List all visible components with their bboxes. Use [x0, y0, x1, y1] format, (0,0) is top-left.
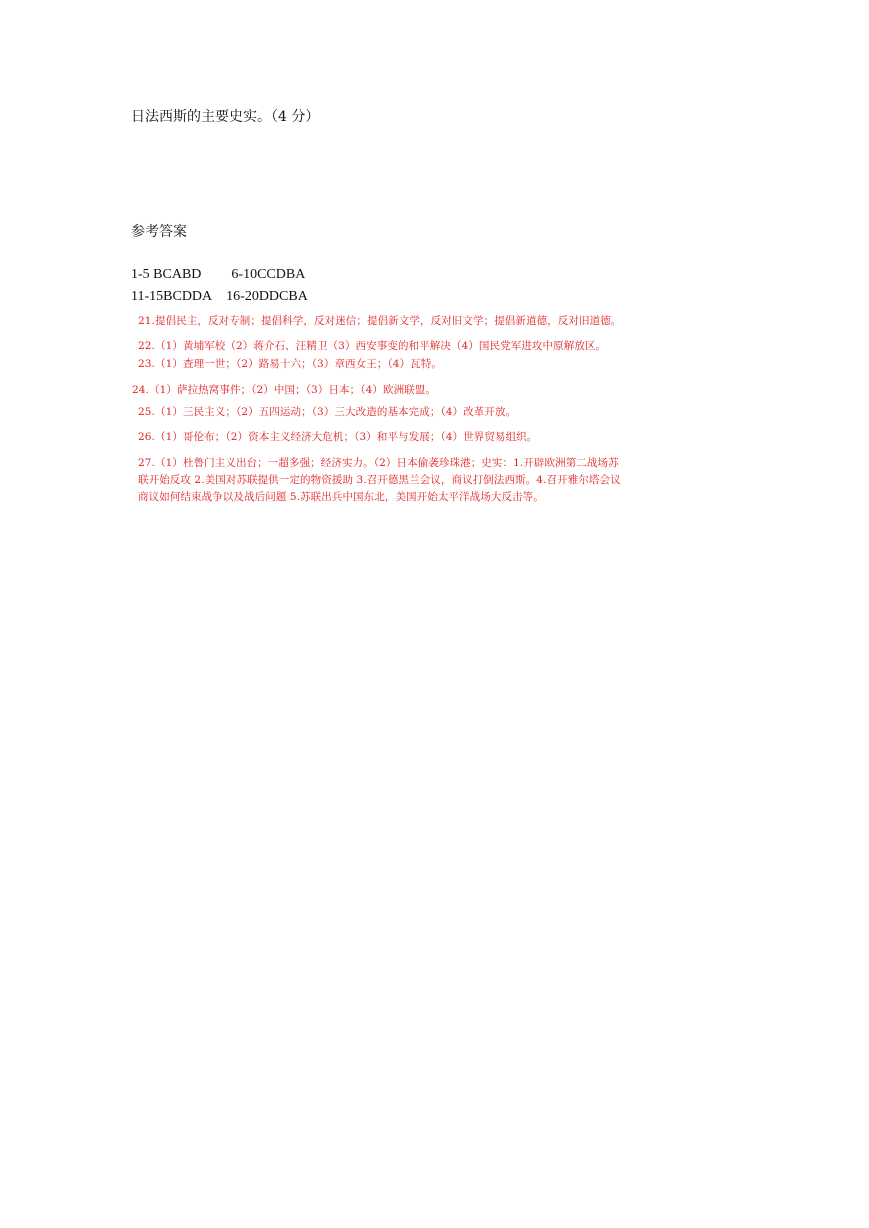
- answer-22: 22.（1）黄埔军校（2）蒋介石、汪精卫（3）西安事变的和平解决（4）国民党军进攻中原解放区。: [138, 340, 607, 352]
- mcq-range-11-15: 11-15BCDDA: [131, 289, 213, 304]
- answer-heading: 参考答案: [131, 224, 187, 240]
- answer-24: 24.（1）萨拉热窝事件；（2）中国；（3）日本；（4）欧洲联盟。: [132, 384, 436, 396]
- answer-25: 25.（1）三民主义；（2）五四运动；（3）三大改造的基本完成；（4）改革开放。: [138, 406, 517, 418]
- mcq-range-6-10: 6-10CCDBA: [231, 267, 306, 282]
- mcq-row-2: [131, 289, 308, 305]
- answer-27-line-2: 联开始反攻 2.美国对苏联提供一定的物资援助 3.召开德黑兰会议，商议打倒法西斯。4.召开雅尔塔会议: [138, 474, 621, 486]
- answer-27-line-3: 商议如何结束战争以及战后问题 5.苏联出兵中国东北，美国开始太平洋战场大反击等。: [138, 491, 544, 503]
- answer-21: 21.提倡民主，反对专制；提倡科学，反对迷信；提倡新文学，反对旧文学；提倡新道德，反对旧道德。: [138, 315, 622, 327]
- answer-26: 26.（1）哥伦布；（2）资本主义经济大危机；（3）和平与发展；（4）世界贸易组织。: [138, 431, 538, 443]
- mcq-range-16-20: 16-20DDCBA: [226, 289, 308, 304]
- answer-27-line-1: 27.（1）杜鲁门主义出台；一超多强；经济实力。（2）日本偷袭珍珠港；史实：1.开辟欧洲第二战场苏: [138, 457, 619, 469]
- mcq-row-1: [131, 267, 305, 283]
- answer-23: 23.（1）查理一世；（2）路易十六；（3）章西女王；（4）瓦特。: [138, 358, 442, 370]
- mcq-range-1-5: 1-5 BCABD: [131, 267, 202, 282]
- question-tail-text: 日法西斯的主要史实。（4 分）: [131, 109, 320, 125]
